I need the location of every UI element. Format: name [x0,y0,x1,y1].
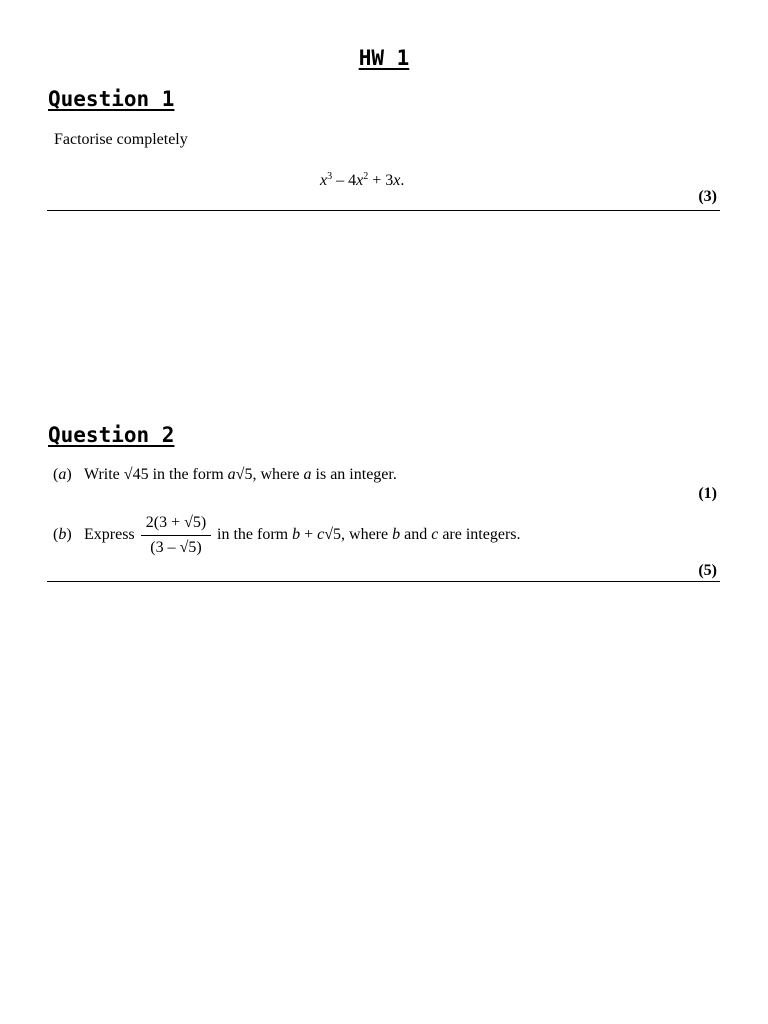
expr-end-var: x [393,172,401,189]
part-b-var-b2: b [392,526,401,543]
part-b-plus: + [300,526,318,543]
part-b-text-mid: √5, where [324,526,393,543]
part-a-var-a: a [227,466,236,483]
expr-period: . [400,172,405,189]
page-title: HW 1 [358,46,410,70]
part-a-label: (a) [53,466,72,483]
question-1-instruction: Factorise completely [54,131,188,148]
part-a-var-a2: a [303,466,312,483]
question-2-heading: Question 2 [48,423,175,447]
part-a-text-after: is an integer. [311,466,397,483]
question-1-expression [320,167,404,191]
expr-power-3: 3 [327,171,333,182]
expr-x: x [320,172,328,189]
question-1-marks: (3) [698,188,717,205]
question-1-divider [47,210,720,211]
question-1-heading: Question 1 [48,87,175,111]
fraction-denominator: (3 – √5) [150,539,202,556]
part-a-marks: (1) [698,485,717,502]
part-b-express: Express [84,526,135,543]
expr-end: + 3 [368,172,394,189]
expr-x2: x [356,172,364,189]
question-2-divider [47,581,720,582]
part-b-fraction [141,513,211,558]
part-b-and: and [400,526,432,543]
part-a-text-before: Write √45 in the form [84,466,228,483]
expr-power-2: 2 [363,171,369,182]
part-a-text [84,465,397,485]
part-a-text-mid: √5, where [235,466,304,483]
part-b-text-after: are integers. [438,526,521,543]
part-b-var-b: b [292,526,301,543]
part-b-marks: (5) [698,562,717,579]
fraction-numerator: 2(3 + √5) [141,513,211,536]
part-b-text-before: in the form [217,526,293,543]
part-b-var-c: c [317,526,325,543]
part-b-text [217,525,521,545]
expr-middle: – 4 [332,172,357,189]
part-b-var-c2: c [431,526,439,543]
part-b-label: (b) [53,526,72,543]
